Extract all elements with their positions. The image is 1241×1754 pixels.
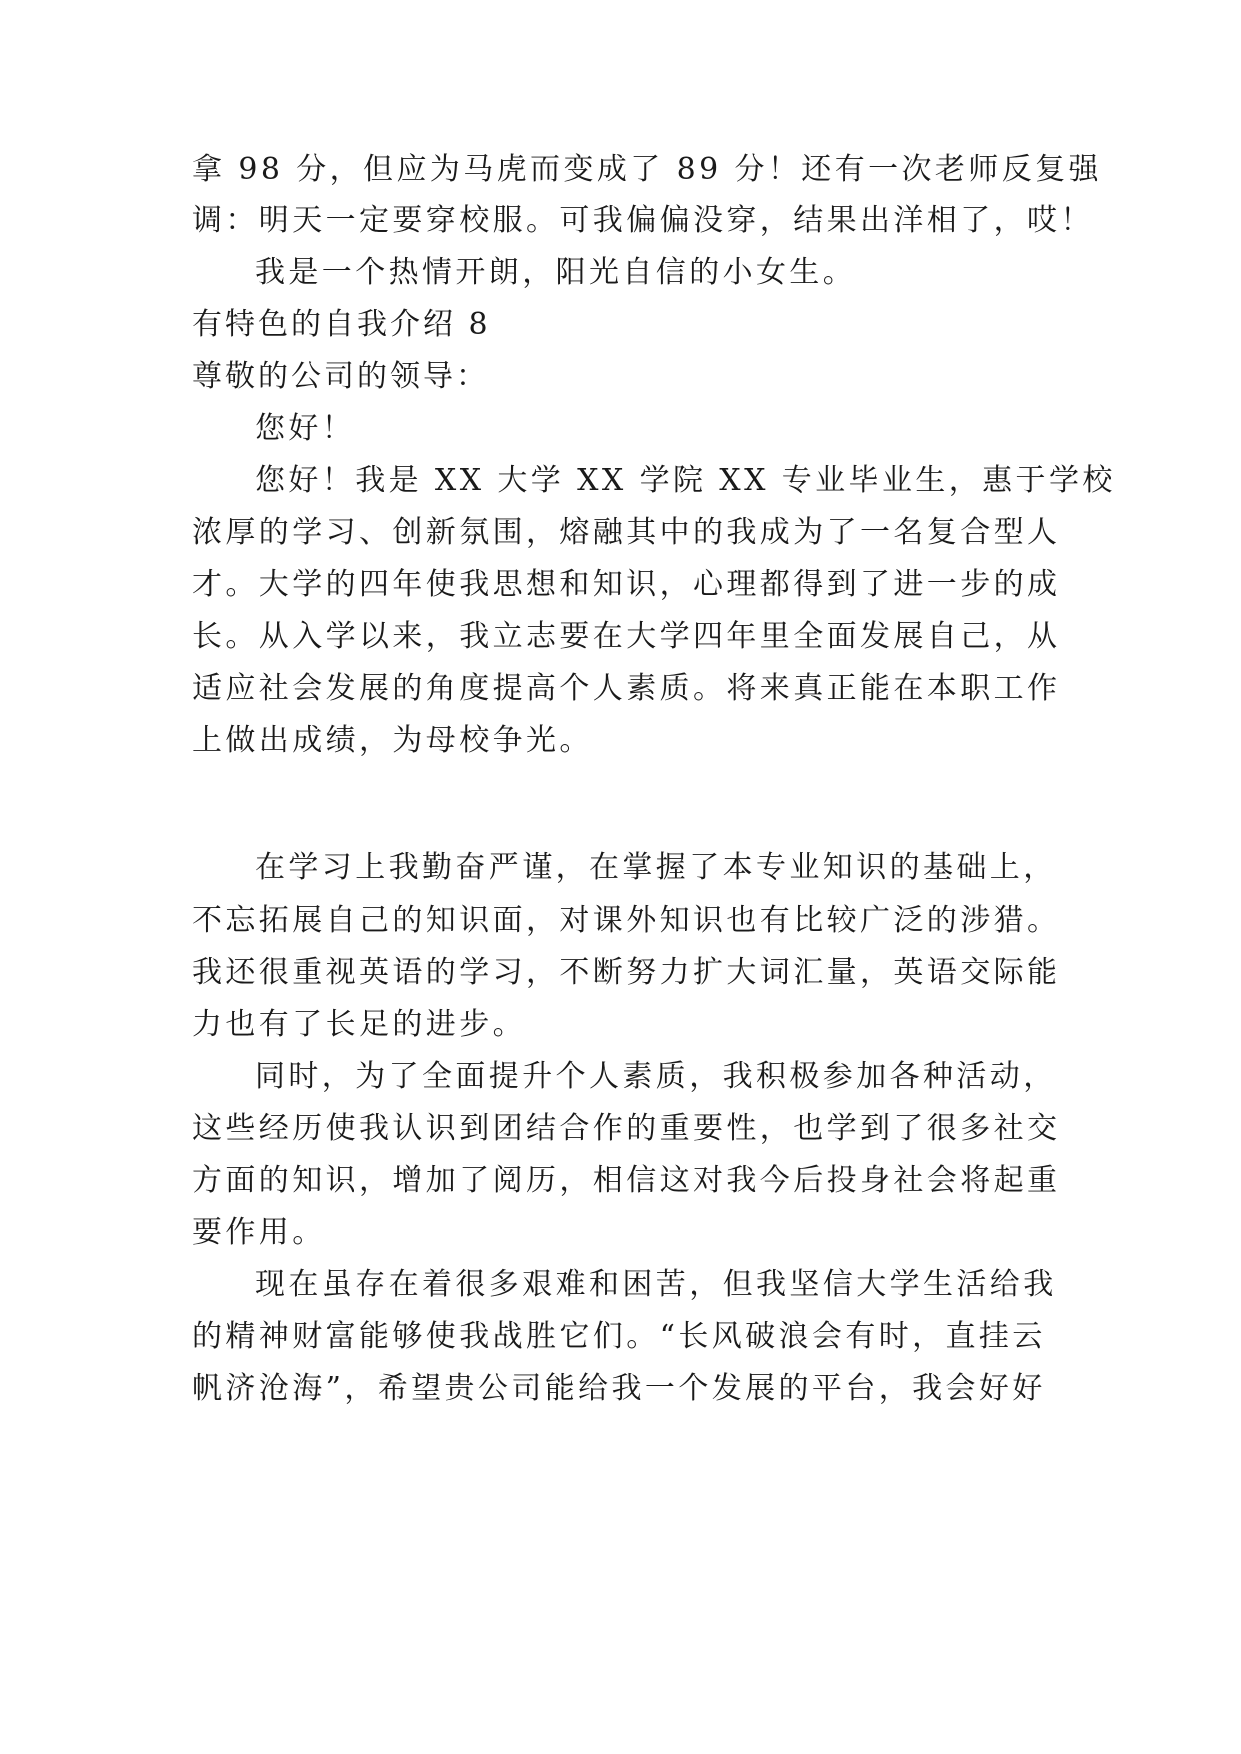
salutation: 尊敬的公司的领导： — [192, 359, 489, 394]
paragraph-line: 在学习上我勤奋严谨，在掌握了本专业知识的基础上， — [255, 850, 1057, 885]
paragraph-line: 方面的知识，增加了阅历，相信这对我今后投身社会将起重 — [192, 1163, 1061, 1198]
paragraph-line: 上做出成绩，为母校争光。 — [192, 723, 593, 758]
closing-sentence: 我是一个热情开朗，阳光自信的小女生。 — [255, 255, 857, 290]
paragraph-line: 调：明天一定要穿校服。可我偏偏没穿，结果出洋相了，哎！ — [192, 203, 1094, 238]
paragraph-line: 不忘拓展自己的知识面，对课外知识也有比较广泛的涉猎。 — [192, 903, 1061, 938]
paragraph-line: 现在虽存在着很多艰难和困苦，但我坚信大学生活给我 — [255, 1267, 1057, 1302]
greeting: 您好！ — [255, 411, 356, 446]
section-title: 有特色的自我介绍 8 — [192, 307, 491, 342]
paragraph-line: 浓厚的学习、创新氛围，熔融其中的我成为了一名复合型人 — [192, 515, 1061, 550]
paragraph-line: 拿 98 分，但应为马虎而变成了 89 分！还有一次老师反复强 — [192, 152, 1102, 187]
paragraph-line: 我还很重视英语的学习，不断努力扩大词汇量，英语交际能 — [192, 955, 1061, 990]
paragraph-line: 帆济沧海”，希望贵公司能给我一个发展的平台，我会好好 — [192, 1371, 1046, 1406]
paragraph-line: 您好！我是 XX 大学 XX 学院 XX 专业毕业生，惠于学校 — [255, 463, 1116, 498]
paragraph-line: 同时，为了全面提升个人素质，我积极参加各种活动， — [255, 1059, 1057, 1094]
paragraph-line: 要作用。 — [192, 1215, 326, 1250]
paragraph-line: 长。从入学以来，我立志要在大学四年里全面发展自己，从 — [192, 619, 1061, 654]
paragraph-line: 适应社会发展的角度提高个人素质。将来真正能在本职工作 — [192, 671, 1061, 706]
paragraph-line: 的精神财富能够使我战胜它们。“长风破浪会有时，直挂云 — [192, 1319, 1046, 1354]
paragraph-line: 才。大学的四年使我思想和知识，心理都得到了进一步的成 — [192, 567, 1061, 602]
paragraph-line: 这些经历使我认识到团结合作的重要性，也学到了很多社交 — [192, 1111, 1061, 1146]
paragraph-line: 力也有了长足的进步。 — [192, 1007, 526, 1042]
